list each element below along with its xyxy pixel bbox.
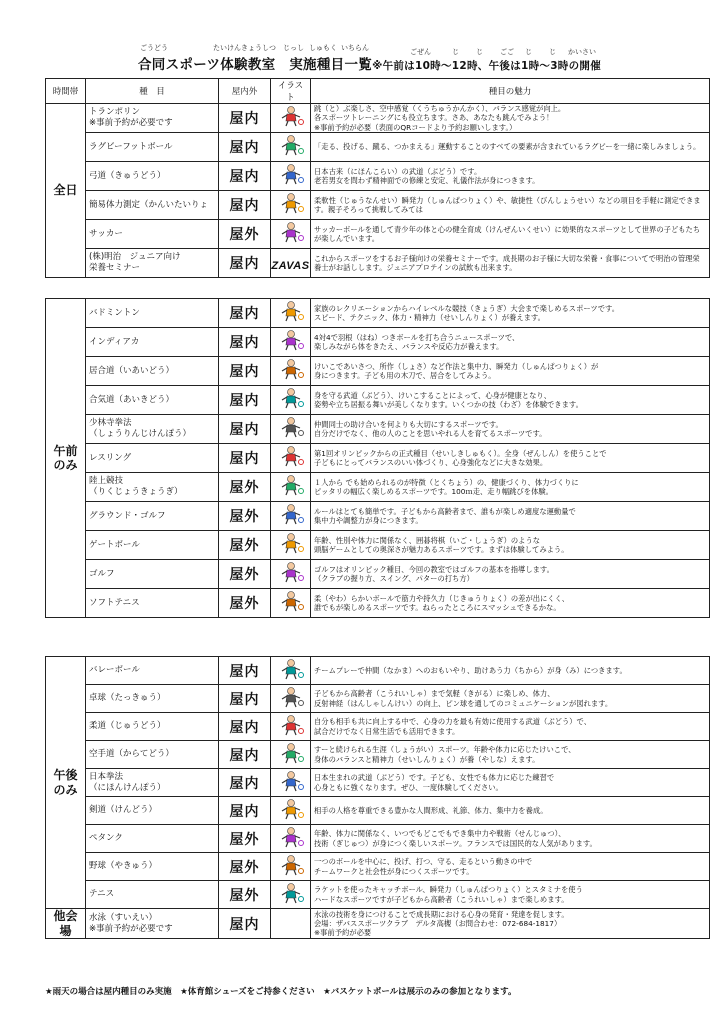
illustration-cell <box>271 473 311 502</box>
illustration-cell <box>271 220 311 249</box>
table-row <box>46 797 710 825</box>
event-description: 柔軟性（じゅうなんせい）瞬発力（しゅんぱつりょく）や、敏捷性（びんしょうせい）などの項目を手軽に測定できます。親子そろって挑戦してみては <box>311 191 710 220</box>
event-description: 子どもから高齢者（こうれいしゃ）まで気軽（きがる）に楽しめ、体力、 反射神経（はんしゃしんけい）の向上、ピン球を通してのコミュニケーションが図れます。 <box>311 685 710 713</box>
event-name: 合気道（あいきどう） <box>86 386 219 415</box>
event-name: インディアカ <box>86 328 219 357</box>
time-slot-label: 午後 のみ <box>46 657 86 909</box>
table-row <box>46 328 710 357</box>
event-name: 卓球（たっきゅう） <box>86 685 219 713</box>
col-header-time: 時間帯 <box>46 79 86 104</box>
trampoline-icon <box>277 112 305 131</box>
event-name: (株)明治 ジュニア向け 栄養セミナー <box>86 249 219 278</box>
wrestling-icon <box>277 452 305 471</box>
table-row <box>46 531 710 560</box>
event-description: 仲間同士の助け合いを何よりも大切にするスポーツです。 自分だけでなく、他の人のことを思いやれる人を育てるスポーツです。 <box>311 415 710 444</box>
event-name: グラウンド・ゴルフ <box>86 502 219 531</box>
event-name: 空手道（からてどう） <box>86 741 219 769</box>
ruby-text: じ <box>452 48 459 56</box>
kempo-icon <box>277 423 305 442</box>
location-indoor-outdoor: 屋内 <box>219 444 271 473</box>
table-row <box>46 560 710 589</box>
location-indoor-outdoor: 屋外 <box>219 531 271 560</box>
time-slot-label: 全日 <box>46 104 86 278</box>
event-description: 第1回オリンピックからの正式種目（せいしきしゅもく）。全身（ぜんしん）を使うことで 子どもにとってバランスのいい体づくり、心身強化などに大きな効果。 <box>311 444 710 473</box>
event-name: 居合道（いあいどう） <box>86 357 219 386</box>
illustration-cell <box>271 531 311 560</box>
page-title <box>138 53 601 73</box>
event-description: 相手の人格を尊重できる豊かな人間形成、礼節、体力、集中力を養成。 <box>311 797 710 825</box>
schedule-table-afternoon <box>45 656 710 939</box>
location-indoor-outdoor: 屋内 <box>219 741 271 769</box>
badminton-icon <box>277 307 305 326</box>
schedule-table-morning <box>45 298 710 618</box>
track-icon <box>277 481 305 500</box>
archery-icon <box>277 170 305 189</box>
event-name: ラグビーフットボール <box>86 133 219 162</box>
event-name: サッカー <box>86 220 219 249</box>
title-text: 合同スポーツ体験教室 実施種目一覧 <box>138 57 373 73</box>
ground-golf-icon <box>277 510 305 529</box>
table-row <box>46 386 710 415</box>
soft-tennis-icon <box>277 597 305 616</box>
location-indoor-outdoor: 屋内 <box>219 299 271 328</box>
event-name: ゲートボール <box>86 531 219 560</box>
col-header-event: 種 目 <box>86 79 219 104</box>
petanque-icon <box>277 833 305 852</box>
location-indoor-outdoor: 屋内 <box>219 657 271 685</box>
tennis-icon <box>277 889 305 908</box>
table-row <box>46 133 710 162</box>
table-row <box>46 104 710 133</box>
event-description: 年齢、性別や体力に関係なく、囲碁将棋（いご・しょうぎ）のような 頭脳ゲームとしての奥深さが魅力あるスポーツです。まずは体験してみよう。 <box>311 531 710 560</box>
event-description: 「走る、投げる、蹴る、つかまえる」運動することのすべての要素が含まれているラグビーを一緒に楽しみましょう。 <box>311 133 710 162</box>
illustration-cell <box>271 769 311 797</box>
location-indoor-outdoor: 屋内 <box>219 357 271 386</box>
ruby-text: じ <box>476 48 483 56</box>
ruby-text: じっし <box>283 44 304 52</box>
illustration-cell <box>271 797 311 825</box>
event-description: １人から でも始められるのが特徴（とくちょう）の、健康づくり、体力づくりに ピッタリの幅広く楽しめるスポーツです。100ｍ走、走り幅跳びを体験。 <box>311 473 710 502</box>
ruby-text: かいさい <box>568 48 596 56</box>
illustration-cell <box>271 357 311 386</box>
soccer-icon <box>277 228 305 247</box>
illustration-cell <box>271 657 311 685</box>
illustration-cell <box>271 589 311 618</box>
location-indoor-outdoor: 屋内 <box>219 386 271 415</box>
illustration-cell <box>271 713 311 741</box>
table-row <box>46 713 710 741</box>
event-name: 野球（やきゅう） <box>86 853 219 881</box>
event-description: 家族のレクリエーションからハイレベルな競技（きょうぎ）大会まで楽しめるスポーツです。 スピード、テクニック、体力・精神力（せいしんりょく）が養えます。 <box>311 299 710 328</box>
table-tennis-icon <box>277 693 305 712</box>
location-indoor-outdoor: 屋外 <box>219 220 271 249</box>
illustration-cell <box>271 685 311 713</box>
ruby-text: たいけんきょうしつ <box>213 44 276 52</box>
illustration-cell <box>271 191 311 220</box>
time-slot-label: 他会場 <box>46 909 86 939</box>
illustration-cell <box>271 249 311 278</box>
location-indoor-outdoor: 屋内 <box>219 328 271 357</box>
location-indoor-outdoor: 屋外 <box>219 825 271 853</box>
illustration-cell <box>271 853 311 881</box>
col-header-appeal: 種目の魅力 <box>311 79 710 104</box>
event-name: バドミントン <box>86 299 219 328</box>
ruby-text: ごぜん <box>410 48 431 56</box>
location-indoor-outdoor: 屋外 <box>219 589 271 618</box>
table-row <box>46 909 710 939</box>
event-description: ゴルフはオリンピック種目、今回の教室ではゴルフの基本を指導します。 （クラブの握り方、スイング、パターの打ち方） <box>311 560 710 589</box>
event-name: 水泳（すいえい） ※事前予約が必要です <box>86 909 219 939</box>
event-name: ゴルフ <box>86 560 219 589</box>
ruby-text: じ <box>549 48 556 56</box>
col-header-illustration: イラスト <box>271 79 311 104</box>
table-row <box>46 220 710 249</box>
illustration-cell <box>271 560 311 589</box>
table-row <box>46 473 710 502</box>
location-indoor-outdoor: 屋内 <box>219 162 271 191</box>
karate-icon <box>277 749 305 768</box>
event-description: 自分も相手も共に向上する中で、心身の力を最も有効に使用する武道（ぶどう）で、 試合だけでなく日常生活でも活用できます。 <box>311 713 710 741</box>
event-description: 水泳の技術を身につけることで成長期における心身の発育・発達を促します。 会場：ザバススポーツクラブ デルタ高槻（お問合わせ：072-684-1817） ※事前予約が必要 <box>311 909 710 939</box>
event-name: 少林寺拳法 （しょうりんじけんぽう） <box>86 415 219 444</box>
table-row <box>46 357 710 386</box>
table-row <box>46 444 710 473</box>
illustration-cell <box>271 133 311 162</box>
event-name: テニス <box>86 881 219 909</box>
event-description: ルールはとても簡単です。子どもから高齢者まで、誰もが楽しめ適度な運動量で 集中力や調整力が身につきます。 <box>311 502 710 531</box>
event-description: ラケットを使ったキャッチボール、瞬発力（しゅんぱつりょく）とスタミナを使う ハードなスポーツですが子どもから高齢者（こうれいしゃ）まで楽しめます。 <box>311 881 710 909</box>
nippon-kempo-icon <box>277 777 305 796</box>
location-indoor-outdoor: 屋外 <box>219 560 271 589</box>
event-description: サッカーボールを通して青少年の体と心の健全育成（けんぜんいくせい）に効果的なスポーツとして世界の子どもたちが楽しんでいます。 <box>311 220 710 249</box>
illustration-cell <box>271 502 311 531</box>
time-slot-label: 午前 のみ <box>46 299 86 618</box>
schedule-table-all-day <box>45 78 710 278</box>
rugby-icon <box>277 141 305 160</box>
event-description: すーと続けられる生涯（しょうがい）スポーツ。年齢や体力に応じたけいこで、 身体のバランスと精神力（せいしんりょく）が養（やしな）えます。 <box>311 741 710 769</box>
location-indoor-outdoor: 屋内 <box>219 769 271 797</box>
location-indoor-outdoor: 屋内 <box>219 713 271 741</box>
savas-logo: ZAVAS <box>271 259 310 272</box>
illustration-cell <box>271 415 311 444</box>
location-indoor-outdoor: 屋内 <box>219 797 271 825</box>
event-name: 弓道（きゅうどう） <box>86 162 219 191</box>
baseball-icon <box>277 861 305 880</box>
table-row <box>46 741 710 769</box>
table-row <box>46 881 710 909</box>
event-description: 日本生まれの武道（ぶどう）です。子ども、女性でも体力に応じた練習で 心身ともに強くなります。ぜひ、一度体験してください。 <box>311 769 710 797</box>
golf-icon <box>277 568 305 587</box>
ruby-text: ごご <box>500 48 514 56</box>
event-name: バレーボール <box>86 657 219 685</box>
event-description: 跳（と）ぶ楽しさ、空中感覚（くうちゅうかんかく）、バランス感覚が向上。 各スポーツトレーニングにも役立ちます。さあ、あなたも跳んでみよう！ ※事前予約が必要（表面のQRコードより予約お願いします。） <box>311 104 710 133</box>
table-row <box>46 825 710 853</box>
kendo-icon <box>277 805 305 824</box>
table-row <box>46 853 710 881</box>
illustration-cell <box>271 299 311 328</box>
ruby-text: じ <box>525 48 532 56</box>
table-row <box>46 415 710 444</box>
event-name: 日本拳法 （にほんけんぽう） <box>86 769 219 797</box>
event-name: ソフトテニス <box>86 589 219 618</box>
table-row <box>46 589 710 618</box>
ruby-text: しゅもく <box>309 44 337 52</box>
event-description: 日本古来（にほんこらい）の武道（ぶどう）です。 老若男女を問わず精神面での修練と安定、礼儀作法が身につきます。 <box>311 162 710 191</box>
location-indoor-outdoor: 屋外 <box>219 853 271 881</box>
iaido-icon <box>277 365 305 384</box>
event-name: 簡易体力測定（かんいたいりょ <box>86 191 219 220</box>
location-indoor-outdoor: 屋外 <box>219 881 271 909</box>
event-name: レスリング <box>86 444 219 473</box>
event-description: けいこであいさつ、所作（しょさ）など作法と集中力、瞬発力（しゅんぱつりょく）が 身につきます。子ども用の木刀で、居合をしてみよう。 <box>311 357 710 386</box>
table-row <box>46 191 710 220</box>
gateball-icon <box>277 539 305 558</box>
event-description: 4対4で羽根（はね）つきボールを打ち合うニュースポーツで、 楽しみながら体をきたえ、バランスや反応力が養えます。 <box>311 328 710 357</box>
event-description: 身を守る武道（ぶどう）、けいこすることによって、心身が健康となり、 姿勢や立ち居振る舞いが美しくなります。いくつかの技（わざ）を体験できます。 <box>311 386 710 415</box>
illustration-cell <box>271 881 311 909</box>
event-name: 剣道（けんどう） <box>86 797 219 825</box>
location-indoor-outdoor: 屋外 <box>219 473 271 502</box>
location-indoor-outdoor: 屋内 <box>219 249 271 278</box>
location-indoor-outdoor: 屋内 <box>219 685 271 713</box>
table-row <box>46 769 710 797</box>
table-row <box>46 657 710 685</box>
event-description: 柔（やわ）らかいボールで筋力や持久力（じきゅうりょく）の差が出にくく、 誰でもが楽しめるスポーツです。ねらったところにスマッシュできるかな。 <box>311 589 710 618</box>
table-row <box>46 162 710 191</box>
event-description: チームプレーで仲間（なかま）へのおもいやり、助けあう力（ちから）が身（み）につきます。 <box>311 657 710 685</box>
ruby-text: いちらん <box>341 44 369 52</box>
location-indoor-outdoor: 屋内 <box>219 104 271 133</box>
fitness-test-icon <box>277 199 305 218</box>
judo-icon <box>277 721 305 740</box>
location-indoor-outdoor: 屋外 <box>219 502 271 531</box>
illustration-cell <box>271 825 311 853</box>
illustration-cell <box>271 741 311 769</box>
location-indoor-outdoor: 屋内 <box>219 415 271 444</box>
location-indoor-outdoor: 屋内 <box>219 909 271 939</box>
ruby-text: ごうどう <box>140 44 168 52</box>
location-indoor-outdoor: 屋内 <box>219 191 271 220</box>
table-row <box>46 502 710 531</box>
event-description: 年齢、体力に関係なく、いつでもどこでもでき集中力や戦術（せんじゅつ）、 技術（ぎじゅつ）が身につく楽しいスポーツ。フランスでは国民的な人気があります。 <box>311 825 710 853</box>
indiaca-icon <box>277 336 305 355</box>
event-description: これからスポーツをするお子様向けの栄養セミナーです。成長期のお子様に大切な栄養・食事についてで明治の管理栄養士がお話しします。ジュニアプロテインの試飲も出来ます。 <box>311 249 710 278</box>
footer-notes: ★雨天の場合は屋内種目のみ実施 ★体育館シューズをご持参ください ★バスケットボールは展示のみの参加となります。 <box>45 987 517 997</box>
illustration-cell <box>271 328 311 357</box>
event-name: ペタンク <box>86 825 219 853</box>
volleyball-icon <box>277 665 305 684</box>
event-name: 陸上競技 （りくじょうきょうぎ） <box>86 473 219 502</box>
aikido-icon <box>277 394 305 413</box>
illustration-cell <box>271 104 311 133</box>
table-row <box>46 685 710 713</box>
event-description: 一つのボールを中心に、投げ、打つ、守る、走るという動きの中で チームワークと社会性が身につくスポーツです。 <box>311 853 710 881</box>
event-name: トランポリン ※事前予約が必要です <box>86 104 219 133</box>
location-indoor-outdoor: 屋内 <box>219 133 271 162</box>
table-row <box>46 299 710 328</box>
illustration-cell <box>271 162 311 191</box>
illustration-cell <box>271 909 311 939</box>
illustration-cell <box>271 386 311 415</box>
illustration-cell <box>271 444 311 473</box>
col-header-location: 屋内外 <box>219 79 271 104</box>
time-note: ※午前は10時～12時、午後は1時～3時の開催 <box>372 60 602 72</box>
page-header <box>0 0 724 72</box>
table-row <box>46 249 710 278</box>
event-name: 柔道（じゅうどう） <box>86 713 219 741</box>
